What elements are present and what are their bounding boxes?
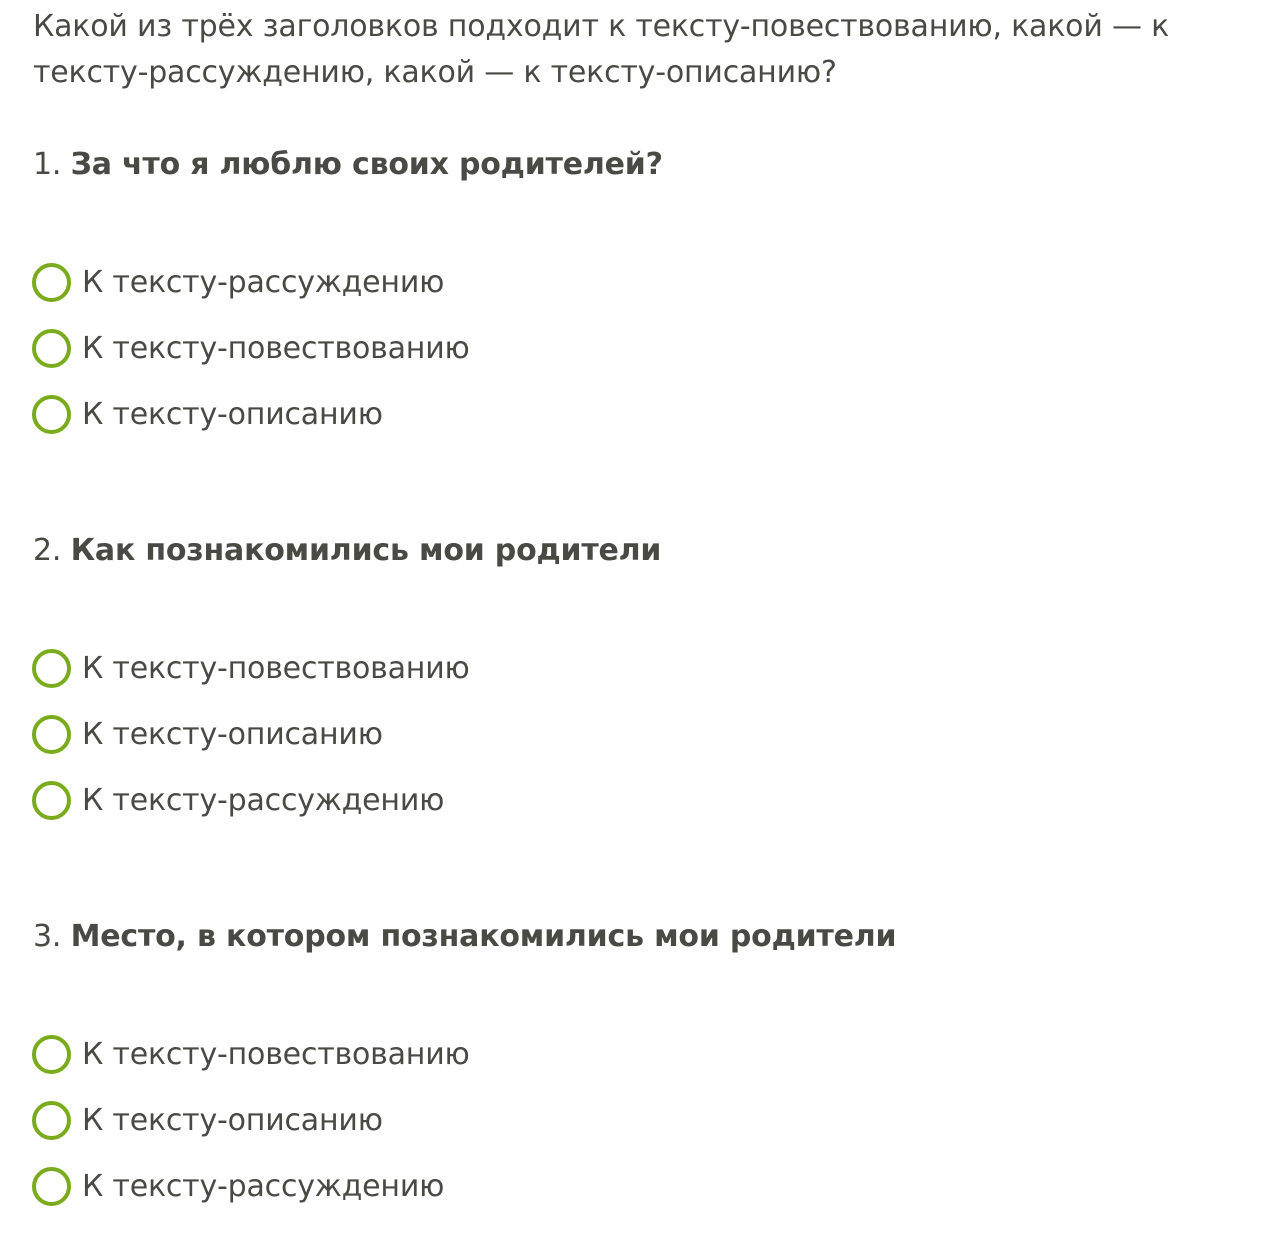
option-label[interactable]: К тексту-повествованию (82, 650, 470, 686)
question-number: 1. (33, 147, 62, 182)
question-1-option-3[interactable] (32, 381, 470, 447)
question-3-heading (33, 917, 896, 957)
question-3-options (32, 1021, 470, 1219)
question-2-option-3[interactable] (32, 767, 470, 833)
radio-button[interactable] (32, 395, 71, 434)
task-instructions: Какой из трёх заголовков подходит к тексту-повествованию, какой — к тексту-рассуждению, какой — к тексту-описанию? (33, 9, 1170, 90)
radio-button[interactable] (32, 715, 71, 754)
radio-button[interactable] (32, 1167, 71, 1206)
question-2-option-1[interactable] (32, 635, 470, 701)
question-1-option-2[interactable] (32, 315, 470, 381)
radio-button[interactable] (32, 649, 71, 688)
question-2-options (32, 635, 470, 833)
option-label[interactable]: К тексту-рассуждению (82, 1168, 445, 1204)
question-number: 3. (33, 919, 62, 954)
option-label[interactable]: К тексту-описанию (82, 396, 383, 432)
radio-button[interactable] (32, 781, 71, 820)
option-label[interactable]: К тексту-повествованию (82, 1036, 470, 1072)
question-3-option-1[interactable] (32, 1021, 470, 1087)
radio-button[interactable] (32, 263, 71, 302)
question-2-heading (33, 531, 661, 571)
question-1-heading (33, 145, 663, 185)
question-1-options (32, 249, 470, 447)
question-number: 2. (33, 533, 62, 568)
option-label[interactable]: К тексту-описанию (82, 716, 383, 752)
option-label[interactable]: К тексту-рассуждению (82, 264, 445, 300)
question-3-option-3[interactable] (32, 1153, 470, 1219)
radio-button[interactable] (32, 329, 71, 368)
question-2-option-2[interactable] (32, 701, 470, 767)
radio-button[interactable] (32, 1035, 71, 1074)
question-1-option-1[interactable] (32, 249, 470, 315)
question-title: За что я люблю своих родителей? (70, 147, 663, 182)
question-3-option-2[interactable] (32, 1087, 470, 1153)
radio-button[interactable] (32, 1101, 71, 1140)
option-label[interactable]: К тексту-повествованию (82, 330, 470, 366)
option-label[interactable]: К тексту-рассуждению (82, 782, 445, 818)
question-title: Место, в котором познакомились мои родители (70, 919, 897, 954)
option-label[interactable]: К тексту-описанию (82, 1102, 383, 1138)
question-title: Как познакомились мои родители (70, 533, 662, 568)
